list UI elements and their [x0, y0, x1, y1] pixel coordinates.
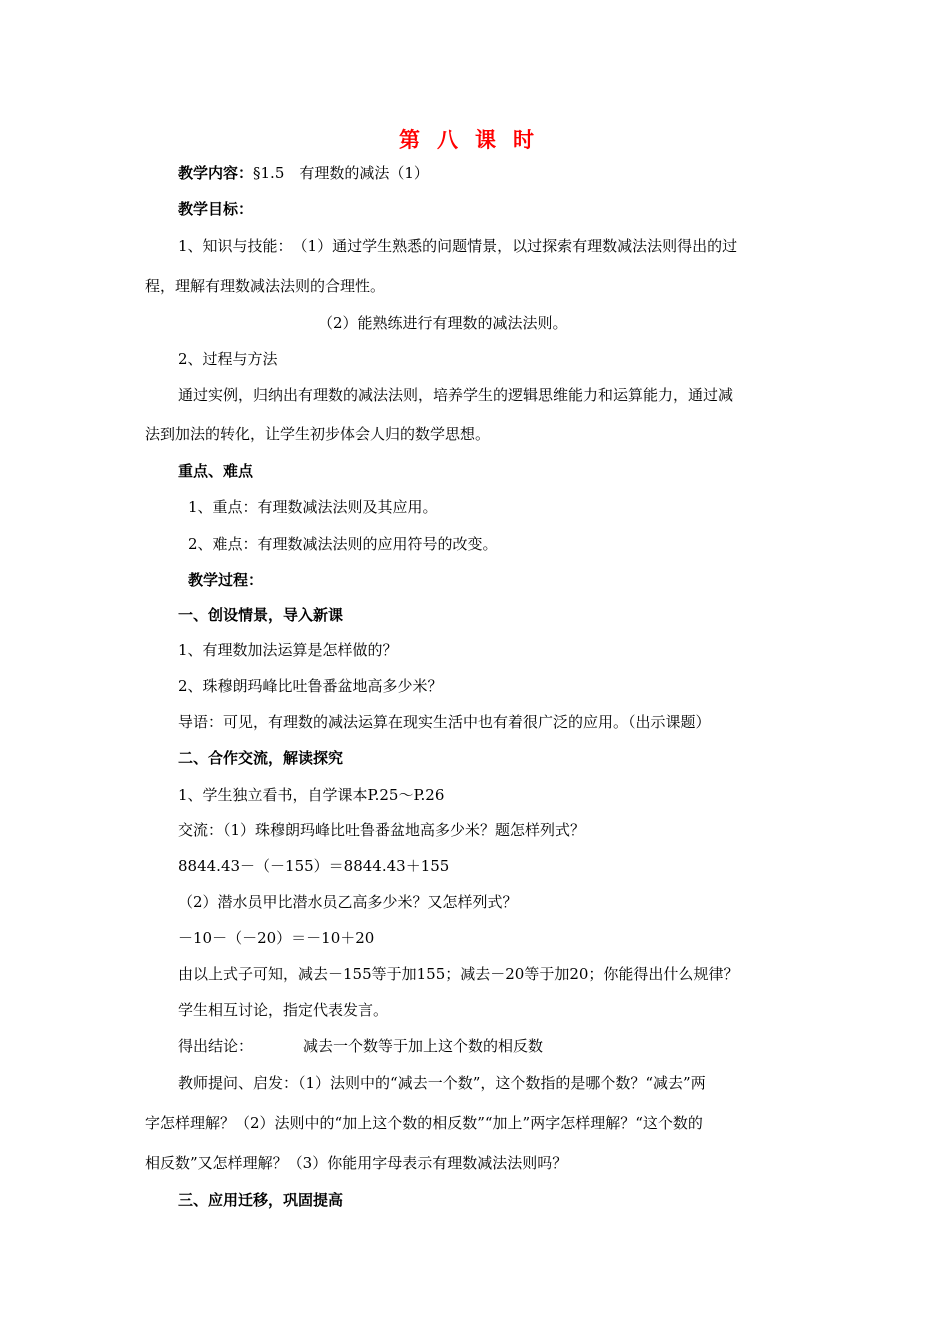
section1-intro: 导语：可见，有理数的减法运算在现实生活中也有着很广泛的应用。（出示课题） [178, 713, 711, 731]
section2-equation2: －10－（－20）＝－10＋20 [178, 929, 375, 947]
section2-title: 二、合作交流，解读探究 [178, 749, 344, 767]
goal2-line2: 法到加法的转化，让学生初步体会人归的数学思想。 [145, 425, 491, 443]
goal2-line1: 通过实例，归纳出有理数的减法法则，培养学生的逻辑思维能力和运算能力，通过减 [178, 386, 734, 404]
key-point-2: 2、难点：有理数减法法则的应用符号的改变。 [188, 535, 498, 553]
teacher-question-line1: 教师提问、启发：（1）法则中的“减去一个数”，这个数指的是哪个数？“减去”两 [178, 1074, 706, 1092]
section1-question2: 2、珠穆朗玛峰比吐鲁番盆地高多少米？ [178, 677, 443, 695]
section1-question1: 1、有理数加法运算是怎样做的？ [178, 641, 398, 659]
teaching-content-label: 教学内容： [178, 164, 254, 182]
section2-line7: 学生相互讨论，指定代表发言。 [178, 1001, 389, 1019]
conclusion-label: 得出结论： [178, 1037, 254, 1055]
section2-line4: （2）潜水员甲比潜水员乙高多少米？又怎样列式？ [178, 893, 518, 911]
teacher-question-line2: 字怎样理解？（2）法则中的“加上这个数的相反数”“加上”两字怎样理解？“这个数的 [145, 1114, 703, 1132]
page-title: 第八课时 [399, 128, 551, 152]
goal1-line1: 1、知识与技能： （1）通过学生熟悉的问题情景，以过探索有理数减法法则得出的过 [178, 237, 738, 255]
conclusion-text: 减去一个数等于加上这个数的相反数 [303, 1037, 544, 1055]
section3-title: 三、应用迁移，巩固提高 [178, 1191, 344, 1209]
teaching-content-value: §1.5 有理数的减法（1） [253, 164, 429, 182]
teacher-question-line3: 相反数”又怎样理解？（3）你能用字母表示有理数减法法则吗？ [145, 1154, 568, 1172]
section2-line2: 交流：（1）珠穆朗玛峰比吐鲁番盆地高多少米？题怎样列式？ [178, 821, 586, 839]
teaching-process-label: 教学过程： [188, 571, 264, 589]
key-points-label: 重点、难点 [178, 462, 254, 480]
goal1-line3: （2）能熟练进行有理数的减法法则。 [318, 314, 568, 332]
goal1-line2: 程，理解有理数减法法则的合理性。 [145, 277, 386, 295]
section2-line6: 由以上式子可知，减去－155等于加155；减去－20等于加20；你能得出什么规律？ [178, 965, 739, 983]
section2-conclusion-row [178, 1036, 543, 1056]
section2-equation1: 8844.43－（－155）＝8844.43＋155 [178, 857, 450, 875]
teaching-goals-label: 教学目标： [178, 200, 254, 218]
teaching-content-row [178, 163, 429, 183]
goal2-title: 2、过程与方法 [178, 350, 278, 368]
section2-line1: 1、学生独立看书，自学课本P.25～P.26 [178, 786, 445, 804]
section1-title: 一、创设情景，导入新课 [178, 606, 344, 624]
key-point-1: 1、重点：有理数减法法则及其应用。 [188, 498, 438, 516]
